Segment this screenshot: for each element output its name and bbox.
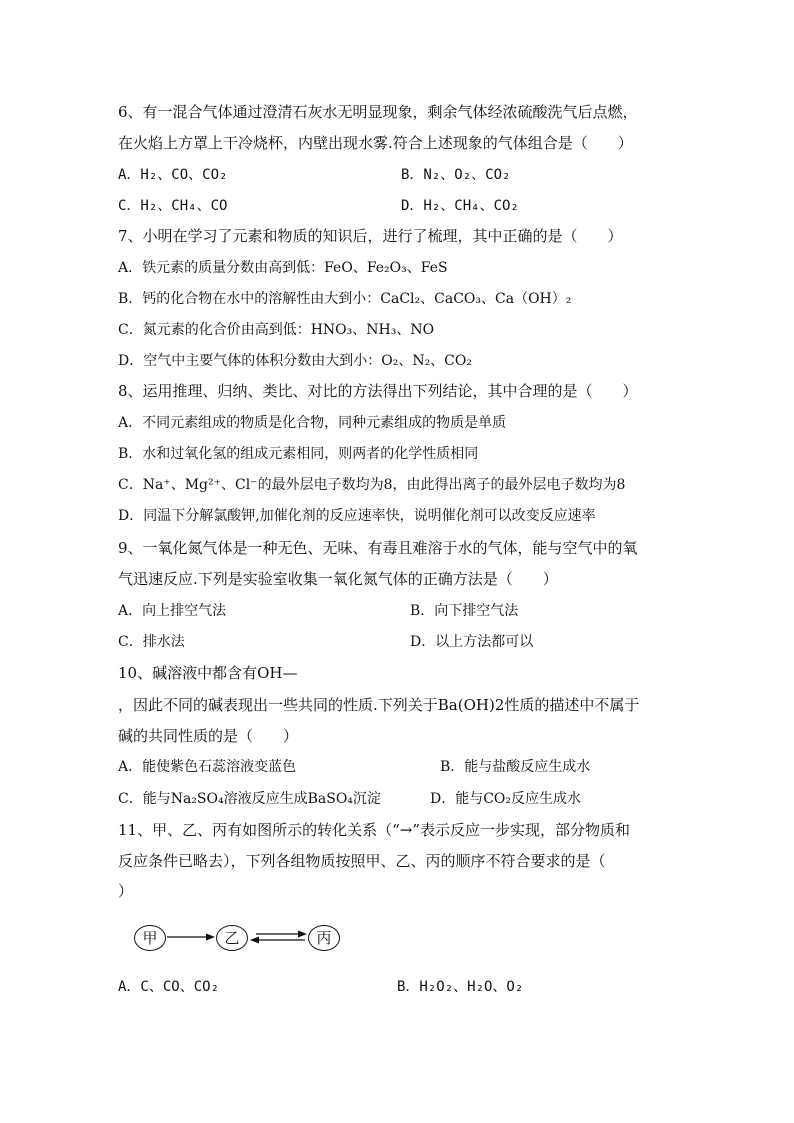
diagram-node-yi: 乙	[216, 925, 248, 951]
q9-option-b: B．向下排空气法	[410, 603, 519, 619]
q11-option-b: B．H₂O₂、H₂O、O₂	[397, 979, 524, 995]
q6-option-b: B．N₂、O₂、CO₂	[401, 167, 511, 183]
q11-stem-line3: ）	[118, 882, 134, 900]
q11-option-a: A．C、CO、CO₂	[118, 979, 220, 995]
q9-option-c: C．排水法	[118, 634, 185, 650]
q10-option-c: C．能与Na₂SO₄溶液反应生成BaSO₄沉淀	[118, 791, 381, 807]
q9-stem-line1: 9、一氧化氮气体是一种无色、无味、有毒且难溶于水的气体，能与空气中的氧	[118, 539, 638, 557]
diagram-node-jia: 甲	[134, 925, 166, 951]
q6-option-c: C．H₂、CH₄、CO	[118, 198, 228, 214]
q7-option-d: D．空气中主要气体的体积分数由大到小：O₂、N₂、CO₂	[118, 353, 472, 369]
q9-stem-line2: 气迅速反应.下列是实验室收集一氧化氮气体的正确方法是（ ）	[118, 570, 558, 588]
q6-stem-line2: 在火焰上方罩上干冷烧杯，内壁出现水雾.符合上述现象的气体组合是（ ）	[118, 134, 633, 152]
q10-option-d: D．能与CO₂反应生成水	[430, 791, 582, 807]
q9-option-a: A．向上排空气法	[118, 603, 227, 619]
q7-option-a: A．铁元素的质量分数由高到低：FeO、Fe₂O₃、FeS	[118, 260, 448, 276]
q11-stem-line1: 11、甲、乙、丙有如图所示的转化关系（“→”表示反应一步实现，部分物质和	[118, 821, 630, 839]
q8-stem: 8、运用推理、归纳、类比、对比的方法得出下列结论，其中合理的是（ ）	[118, 382, 638, 400]
q6-option-a: A．H₂、CO、CO₂	[118, 167, 228, 183]
arrowhead-yi-to-bing	[298, 931, 307, 938]
q8-option-a: A．不同元素组成的物质是化合物，同种元素组成的物质是单质	[118, 415, 507, 431]
q8-option-d: D．同温下分解氯酸钾,加催化剂的反应速率快，说明催化剂可以改变反应速率	[118, 508, 596, 524]
q10-stem-line3: 碱的共同性质的是（ ）	[118, 727, 299, 745]
q8-option-c: C．Na⁺、Mg²⁺、Cl⁻的最外层电子数均为8，由此得出离子的最外层电子数均为8	[118, 477, 626, 493]
q7-option-c: C．氮元素的化合价由高到低：HNO₃、NH₃、NO	[118, 322, 435, 338]
q11-stem-line2: 反应条件已略去），下列各组物质按照甲、乙、丙的顺序不符合要求的是（	[118, 852, 606, 870]
q10-stem-line2: ，因此不同的碱表现出一些共同的性质.下列关于Ba(OH)2性质的描述中不属于	[118, 696, 640, 714]
arrowhead-jia-to-yi	[206, 934, 215, 941]
q10-stem-line1: 10、碱溶液中都含有OH—	[118, 664, 298, 682]
q10-option-b: B．能与盐酸反应生成水	[440, 759, 591, 775]
q6-option-d: D．H₂、CH₄、CO₂	[401, 198, 519, 214]
q8-option-b: B．水和过氧化氢的组成元素相同，则两者的化学性质相同	[118, 446, 479, 462]
q9-option-d: D．以上方法都可以	[410, 634, 534, 650]
q6-stem-line1: 6、有一混合气体通过澄清石灰水无明显现象，剩余气体经浓硫酸洗气后点燃，	[118, 103, 638, 121]
q7-stem: 7、小明在学习了元素和物质的知识后，进行了梳理，其中正确的是（ ）	[118, 227, 623, 245]
q10-option-a: A．能使紫色石蕊溶液变蓝色	[118, 759, 297, 775]
arrowhead-bing-to-yi	[250, 937, 259, 944]
diagram-node-bing: 丙	[308, 925, 340, 951]
q7-option-b: B．钙的化合物在水中的溶解性由大到小：CaCl₂、CaCO₃、Ca（OH）₂	[118, 291, 572, 307]
